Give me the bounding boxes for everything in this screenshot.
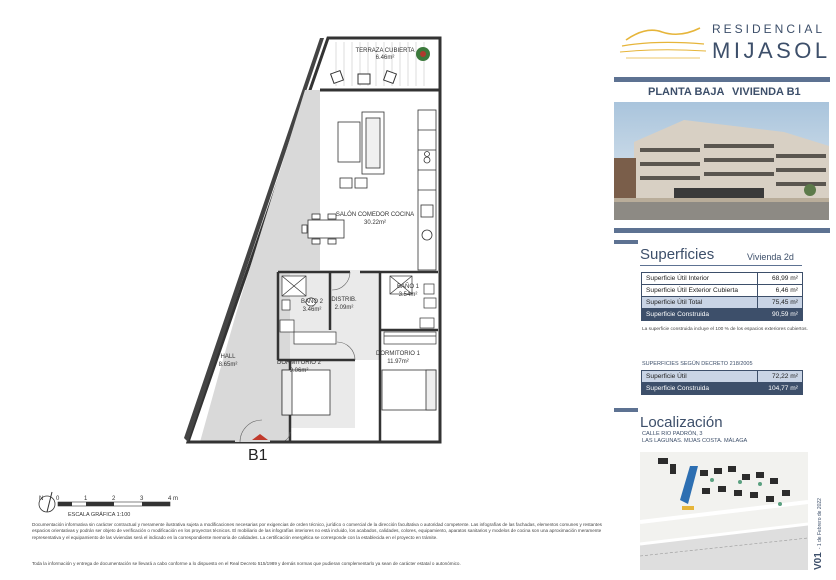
- room-distrib-area: 2.09m²: [334, 305, 354, 311]
- room-dorm2-name: DORMITORIO 2: [277, 360, 321, 366]
- room-dorm2-area: 9.06m²: [289, 368, 309, 374]
- superficies-title: Superficies: [640, 246, 715, 263]
- table-row: [642, 309, 803, 321]
- room-bano1-name: BAÑO 1: [396, 284, 420, 290]
- version-date: - 1 de Febrero de 2022: [817, 498, 823, 550]
- scale-tick-2: 2: [112, 496, 116, 502]
- header-bar-mid: [614, 228, 830, 233]
- room-salon-name: SALÓN COMEDOR COCINA: [335, 212, 415, 218]
- row-value: 72,22 m²: [758, 371, 803, 383]
- version-code: V01: [813, 552, 824, 570]
- room-dorm1-name: DORMITORIO 1: [376, 351, 420, 357]
- sup-accent: [614, 240, 638, 244]
- row-label: Superficie Útil Total: [642, 297, 758, 309]
- scale-bar: [56, 494, 186, 520]
- brand-logo-icon: [616, 14, 708, 64]
- header-bar-top: [614, 77, 830, 82]
- legal-disclaimer: Documentación informativa sin carácter contractual y meramente ilustrativa sujeta a modificaciones necesarias por exigencias de orden técnico, jurídico o comercial de la dirección facultativa o autoridad competente. Las infografías de las fachadas, elementos comunes y restantes espacios orientativas y podrán ser objeto de verificación o modificación en los proyectos técnicos. El mobiliario de las infografías interiores no está incluido, los acabados, calidades, colores, equipamiento, aparatos sanitarios y modelos de cocina son una aproximación meramente representativa y el equipamiento de las viviendas será el indicado en la correspondiente memoria de calidades. La certificación energética se corresponde con la establecida en el proyecto en trámite.: [32, 522, 602, 540]
- location-map: [640, 452, 808, 570]
- row-label: Superficie Construida: [642, 383, 758, 395]
- building-render: [614, 102, 829, 220]
- row-label: Superficie Útil Interior: [642, 273, 758, 285]
- table-row: [642, 297, 803, 309]
- table-row: [642, 371, 803, 383]
- superficie-note: La superficie construida incluye el 100 % de los espacios exteriores cubiertos.: [642, 327, 808, 332]
- room-salon-area: 30.22m²: [363, 220, 387, 226]
- superficies-table: [641, 272, 803, 321]
- brand-main: MIJASOL: [712, 38, 831, 63]
- floor-plan: [180, 30, 450, 470]
- room-bano2-area: 3.46m²: [302, 307, 322, 313]
- loc-accent: [614, 408, 638, 412]
- row-value: 104,77 m²: [758, 383, 803, 395]
- room-dorm1-area: 11.97m²: [387, 359, 409, 365]
- scale-tick-0: 0: [56, 496, 60, 502]
- room-terraza-name: TERRAZA CUBIERTA: [355, 48, 415, 54]
- scale-tick-3: 3: [140, 496, 144, 502]
- legal-footer: Toda la información y entrega de documentación se llevará a cabo conforme a lo dispuesto en el Real Decreto 515/1989 y demás normas que pudieran complementarlo ya sean de carácter estatal o autonómico.: [32, 561, 461, 566]
- room-hall-area: 8.65m²: [218, 362, 238, 368]
- unit-title: VIVIENDA B1: [732, 86, 801, 98]
- row-value: 90,59 m²: [758, 309, 803, 321]
- localizacion-address: [642, 431, 747, 445]
- room-bano2-name: BAÑO 2: [300, 299, 324, 305]
- kitchen: [418, 110, 436, 270]
- table-row: [642, 273, 803, 285]
- version-label: [808, 498, 826, 570]
- scale-tick-1: 1: [84, 496, 88, 502]
- scale-label: ESCALA GRÁFICA 1:100: [68, 512, 131, 518]
- row-label: Superficie Útil: [642, 371, 758, 383]
- address-line-2: LAS LAGUNAS. MIJAS COSTA. MÁLAGA: [642, 438, 748, 444]
- sup-rule: [640, 265, 802, 266]
- row-value: 6,46 m²: [758, 285, 803, 297]
- superficies-subtitle: Vivienda 2d: [747, 252, 794, 262]
- decreto-title: SUPERFICIES SEGÚN DECRETO 218/2005: [642, 361, 753, 367]
- address-line-1: CALLE RIO PADRÓN, 3: [642, 431, 703, 437]
- svg-text:N: N: [39, 496, 44, 502]
- row-label: Superficie Construida: [642, 309, 758, 321]
- localizacion-title: Localización: [640, 414, 723, 431]
- brand-top: RESIDENCIAL: [712, 22, 826, 36]
- unit-label: B1: [248, 447, 268, 464]
- decreto-table: [641, 370, 803, 395]
- table-row: [642, 383, 803, 395]
- room-distrib-name: DISTRIB.: [331, 297, 357, 303]
- row-label: Superficie Útil Exterior Cubierta: [642, 285, 758, 297]
- room-terraza-area: 6.46m²: [375, 55, 395, 61]
- room-hall-name: HALL: [220, 354, 236, 360]
- floor-label: PLANTA BAJA: [648, 86, 725, 98]
- table-row: [642, 285, 803, 297]
- row-value: 75,45 m²: [758, 297, 803, 309]
- scale-tick-4: 4 m: [168, 496, 179, 502]
- row-value: 68,99 m²: [758, 273, 803, 285]
- room-bano1-area: 3.54m²: [398, 292, 418, 298]
